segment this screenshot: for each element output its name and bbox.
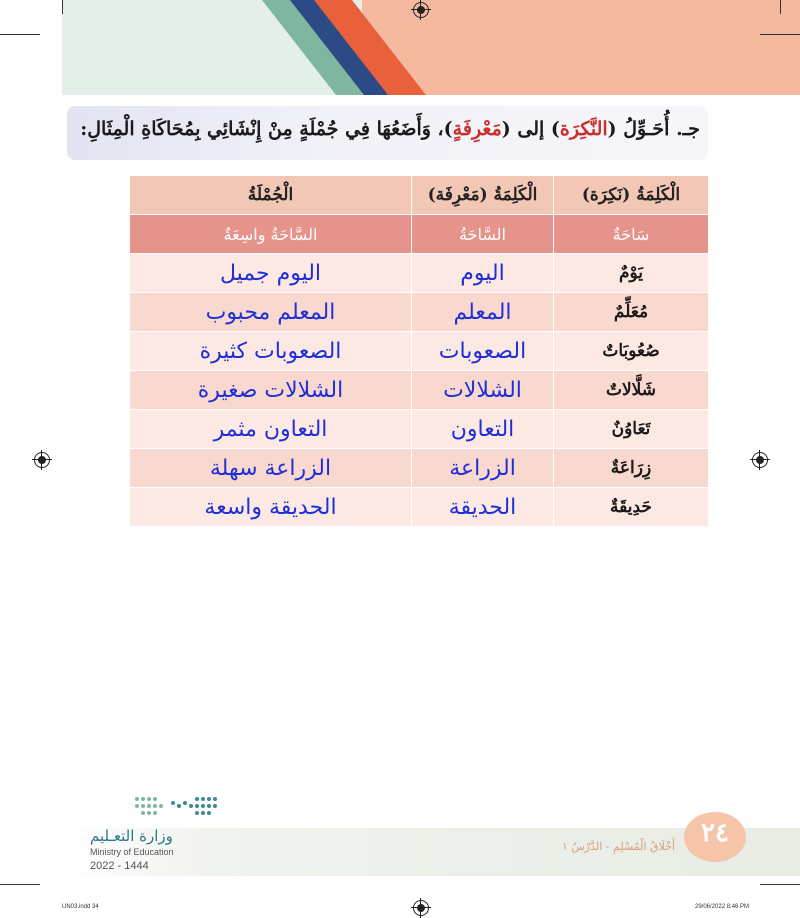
instruction-nakira: النَّكِرَة xyxy=(559,118,608,140)
nakira-cell: زِرَاعَةٌ xyxy=(554,449,709,488)
example-sentence: السَّاحَةُ واسِعَةٌ xyxy=(130,215,412,254)
crop-mark xyxy=(62,0,63,14)
header-nakira: الْكَلِمَةُ (نَكِرَة) xyxy=(554,176,709,215)
crop-mark xyxy=(0,884,40,885)
sentence-answer[interactable]: الحديقة واسعة xyxy=(130,488,412,527)
sentence-answer[interactable]: المعلم محبوب xyxy=(130,293,412,332)
nakira-cell: تَعَاوُنٌ xyxy=(554,410,709,449)
crop-mark xyxy=(760,34,800,35)
sentence-answer[interactable]: الشلالات صغيرة xyxy=(130,371,412,410)
example-nakira: سَاحَةٌ xyxy=(554,215,709,254)
table-row xyxy=(130,410,709,449)
nakira-cell: يَوْمٌ xyxy=(554,254,709,293)
table-row xyxy=(130,293,709,332)
page-number: ٢٤ xyxy=(701,818,729,848)
table-header-row xyxy=(130,176,709,215)
maarifa-answer[interactable]: اليوم xyxy=(412,254,554,293)
nakira-cell: صُعُوبَاتٌ xyxy=(554,332,709,371)
nakira-cell: حَدِيقَةٌ xyxy=(554,488,709,527)
example-row xyxy=(130,215,709,254)
registration-mark xyxy=(752,452,768,468)
ministry-year: 2022 - 1444 xyxy=(90,860,149,872)
registration-mark xyxy=(413,2,429,18)
sentence-answer[interactable]: الصعوبات كثيرة xyxy=(130,332,412,371)
table-row xyxy=(130,332,709,371)
header-maarifa: الْكَلِمَةُ (مَعْرِفَة) xyxy=(412,176,554,215)
maarifa-answer[interactable]: الصعوبات xyxy=(412,332,554,371)
ministry-logo-icon xyxy=(133,793,219,821)
registration-mark xyxy=(413,900,429,916)
table-row xyxy=(130,254,709,293)
nakira-cell: شَلَّالاتٌ xyxy=(554,371,709,410)
vocab-table xyxy=(129,175,709,527)
sentence-answer[interactable]: اليوم جميل xyxy=(130,254,412,293)
maarifa-answer[interactable]: المعلم xyxy=(412,293,554,332)
table-row xyxy=(130,371,709,410)
header-sentence: الْجُمْلَةُ xyxy=(130,176,412,215)
crop-mark xyxy=(780,0,781,14)
instruction-prefix: جـ. أُحَـوِّلُ ( xyxy=(607,118,700,140)
lesson-title: أَخْلَاقُ الْمُسْلِمِ - الدَّرْسُ ١ xyxy=(561,840,675,853)
sentence-answer[interactable]: التعاون مثمر xyxy=(130,410,412,449)
crop-mark xyxy=(0,34,40,35)
sentence-answer[interactable]: الزراعة سهلة xyxy=(130,449,412,488)
table-row xyxy=(130,449,709,488)
instruction-middle: ) إلى ( xyxy=(501,118,560,140)
header-stripes xyxy=(62,0,800,95)
file-name: UN03.indd 34 xyxy=(62,904,99,910)
maarifa-answer[interactable]: الشلالات xyxy=(412,371,554,410)
nakira-cell: مُعَلِّمٌ xyxy=(554,293,709,332)
crop-mark xyxy=(760,884,800,885)
maarifa-answer[interactable]: الزراعة xyxy=(412,449,554,488)
ministry-name-arabic: وزارة التعـليم xyxy=(90,827,173,845)
maarifa-answer[interactable]: الحديقة xyxy=(412,488,554,527)
instruction-text xyxy=(80,118,700,140)
example-maarifa: السَّاحَةُ xyxy=(412,215,554,254)
maarifa-answer[interactable]: التعاون xyxy=(412,410,554,449)
instruction-suffix: )، وَأَضَعُهَا فِي جُمْلَةٍ مِنْ إِنْشَائِي بِمُحَاكَاةِ الْمِثَالِ: xyxy=(80,118,453,140)
ministry-name-english: Ministry of Education xyxy=(90,847,174,857)
registration-mark xyxy=(34,452,50,468)
print-date: 29/06/2022 8:46 PM xyxy=(695,904,750,910)
table-row xyxy=(130,488,709,527)
instruction-maarifa: مَعْرِفَةٍ xyxy=(452,118,502,140)
